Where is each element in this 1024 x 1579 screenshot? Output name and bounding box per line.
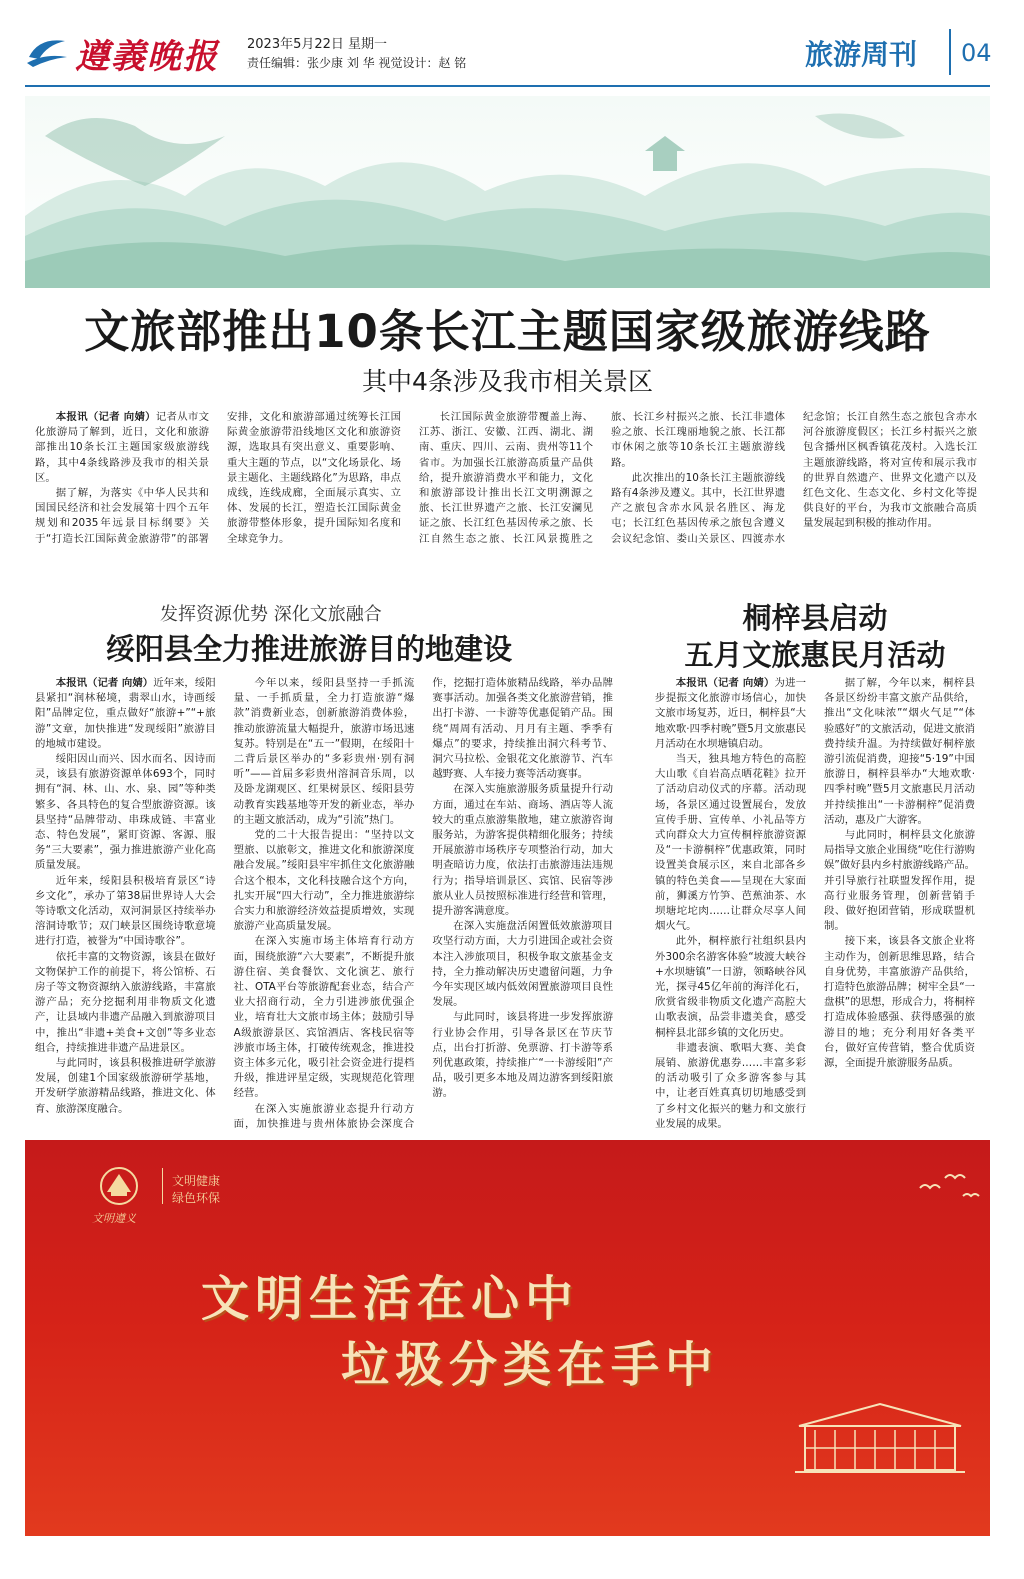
newspaper-logo-icon xyxy=(25,31,69,71)
banner-city-mark: 文明遵义 xyxy=(92,1212,136,1225)
article-paragraph: 此次推出的10条长江主题旅游线路有4条涉及遵义。其中，长江世界遗产之旅包含赤水风景名胜区、海龙屯；长江红色基因传承之旅包含遵义会议纪念馆、娄山关景区、四渡赤水纪念馆；长江自然生态之旅包含赤水河谷旅游度假区；长江乡村振兴之旅包含播州区枫香镇花茂村。入选长江主题旅游线路，将对宣传和展示我市的世界自然遗产、世界文化遗产以及红色文化、生态文化、乡村文化等提供良好的平台，为我市文旅融合高质量发展起到积极的推动作用。 xyxy=(611,411,977,545)
article-paragraph: 在深入实施市场主体培育行动方面，围绕旅游“六大要素”，不断提升旅游住宿、美食餐饮、文化演艺、旅行社、OTA平台等旅游配套业态，结合产业大招商行动，全力引进涉旅优强企业，培育壮大文旅市场主体；鼓励引导A级旅游景区、宾馆酒店、客栈民宿等涉旅市场主体，打破传统观念，推进投资主体多元化，吸引社会资金进行提档升级，推进评星定级，实现规范化管理经营。 xyxy=(233,935,415,1100)
article-paragraph: 本报讯（记者 向婧）记者从市文化旅游局了解到，近日，文化和旅游部推出10条长江主题国家级旅游线路，其中4条线路涉及我市的相关景区。 xyxy=(35,411,210,484)
article-paragraph: 今年以来，绥阳县坚持一手抓流量、一手抓质量，全力打造旅游“爆款”消费新业态，创新旅游消费体验，推动旅游流量大幅提升，旅游市场迅速复苏。特别是在“五一”假期，在绥阳十二背后景区举办的“多彩贵州·别有洞听”——首届多彩贵州溶洞音乐周，以及卧龙湖观区、红果树景区、绥阳县劳动教育实践基地等开发的新业态，举办的主题文旅活动，成为“引流”热门。 xyxy=(233,677,415,826)
article-paragraph: 本报讯（记者 向婧）为进一步提振文化旅游市场信心，加快文旅市场复苏，近日，桐梓县“大地欢歌·四季村晚”暨5月文旅惠民月活动在水坝塘镇启动。 xyxy=(655,677,807,750)
article-paragraph: 据了解，今年以来，桐梓县各景区纷纷丰富文旅产品供给，推出“文化味浓”“烟火气足”“体验感好”的文旅活动，促进文旅消费持续升温。为持续做好桐梓旅游引流促消费，迎接“5·19”中国旅游日，桐梓县举办“大地欢歌·四季村晚”暨5月文旅惠民月活动并持续推出“一卡游桐梓”促消费活动，惠及广大游客。 xyxy=(824,677,975,826)
article-paragraph: 本报讯（记者 向婧）近年来，绥阳县紧扣“润林秘境，翡翠山水，诗画绥阳”品牌定位，重点做好“旅游+”“+旅游”文章，加快推进“发现绥阳”旅游目的地城市建设。 xyxy=(35,677,216,750)
zunyi-meeting-hall-icon xyxy=(795,1396,965,1476)
byline: 本报讯（记者 向婧） xyxy=(675,677,775,689)
article-paragraph: 此外，桐梓旅行社组织县内外300余名游客体验“坡渡大峡谷+水坝塘镇”一日游，领略峡谷风光，探寻45亿年前的海洋化石，欣赏省级非物质文化遗产高腔大山歌表演，品尝非遗美食，感受桐梓县北部乡镇的文化历史。 xyxy=(655,935,806,1039)
paper-name: 遵義晚报 xyxy=(75,37,219,77)
lead-headline: 文旅部推出10条长江主题国家级旅游线路 xyxy=(84,305,931,358)
byline: 本报讯（记者 向婧） xyxy=(55,677,154,689)
editors-credit: 责任编辑：张少康 刘 华 视觉设计：赵 铭 xyxy=(247,56,467,70)
landscape-illustration xyxy=(25,96,990,288)
article-paragraph: 在深入实施旅游业态提升行动方面，加快推进与贵州体旅协会深度合作，挖掘打造体旅精品线路，举办品牌赛事活动。加强各类文化旅游营销，推出打卡游、一卡游等优惠促销产品。围绕“周周有活动、月月有主题、季季有爆点”的要求，持续推出洞穴科考节、洞穴马拉松、金银花文化旅游节、汽车越野赛、人车接力赛等活动赛事。 xyxy=(233,677,613,1130)
article-paragraph: 当天，独具地方特色的高腔大山歌《自岩高点晒花鞋》拉开了活动启动仪式的序幕。活动现场，各景区通过设置展台，发放宣传手册、宣传单、小礼品等方式向群众大力宣传桐梓旅游资源及“一卡游桐梓”优惠政策，同时设置美食展示区，来自北部各乡镇的特色美食——呈现在大家面前，狮溪方竹笋、芭蕉油茶、水坝塘坨坨肉……让群众尽享人间烟火气。 xyxy=(655,753,806,933)
article-paragraph: 与此同时，该县将进一步发挥旅游行业协会作用，引导各景区在节庆节点，出台打折游、免票游、打卡游等系列优惠政策，持续推广“一卡游绥阳”产品，吸引更多本地及周边游客到绥阳旅游。 xyxy=(432,1011,613,1100)
article-paragraph: 与此同时，该县积极推进研学旅游发展，创建1个国家级旅游研学基地，开发研学旅游精品线路，推进文化、体育、旅游深度融合。 xyxy=(35,1057,216,1115)
article-paragraph: 接下来，该县各文旅企业将主动作为，创新思维思路，结合自身优势，丰富旅游产品供给，打造特色旅游品牌；树牢全县“一盘棋”的思想，形成合力，将桐梓打造成体验感强、获得感强的旅游目的地；充分利用好各类平台，做好宣传营销，整合优质资源，全面提升旅游服务品质。 xyxy=(824,935,975,1070)
article-paragraph: 党的二十大报告提出：“坚持以文塑旅、以旅彰文，推进文化和旅游深度融合发展。”绥阳县牢牢抓住文化旅游融合这个根本，文化科技融合这个方向，扎实开展“四大行动”，全力推进旅游综合实力和旅游经济效益提质增效，实现旅游产业高质量发展。 xyxy=(233,829,415,933)
page-number: 04 xyxy=(961,39,992,67)
section-name: 旅游周刊 xyxy=(805,38,918,71)
article-paragraph: 绥阳因山而兴、因水而名、因诗而灵，该县有旅游资源单体693个，同时拥有“洞、林、山、水、泉、园”等种类繁多、各具特色的复合型旅游资源。该县坚持“品牌带动、串珠成链、丰富业态、特色发展”，紧盯资源、客源、服务“三大要素”，强力推进旅游产业化高质量发展。 xyxy=(35,753,216,872)
article-paragraph: 在深入实施盘活闲置低效旅游项目攻坚行动方面，大力引进国企或社会资本注入涉旅项目，积极争取文旅基金支持，全力推动解决历史遗留问题，力争今年实现区域内低效闲置旅游项目良性发展。 xyxy=(432,920,613,1009)
article-paragraph: 据了解，为落实《中华人民共和国国民经济和社会发展第十四个五年规划和2035年远景目标纲要》关于“打造长江国际黄金旅游带”的部署安排，文化和旅游部通过统筹长江国际黄金旅游带沿线地区文化和旅游资源，选取具有突出意义、重要影响、重大主题的节点，以“文化场景化、场景主题化、主题线路化”为思路，串点成线，连线成廊，全面展示真实、立体、发展的长江，塑造长江国际黄金旅游带整体形象，提升国际知名度和全球竞争力。 xyxy=(35,411,401,545)
article-paragraph: 依托丰富的文物资源，该县在做好文物保护工作的前提下，将公馆桥、石房子等文物资源纳入旅游线路，丰富旅游产品；充分挖掘利用非物质文化遗产，让县域内非遗产品融入到旅游项目中，推出“非遗+美食+文创”等多业态组合，持续推进非遗产品进景区。 xyxy=(35,950,216,1054)
article-paragraph: 近年来，绥阳县积极培育景区“诗乡文化”，承办了第38届世界诗人大会等诗歌文化活动，双河洞景区持续举办溶洞诗歌节；双门峡景区围绕诗歌意境进行打造，被誉为“中国诗歌谷”。 xyxy=(35,874,216,948)
story-headline-suiyang: 绥阳县全力推进旅游目的地建设 xyxy=(106,632,513,666)
banner-label-line1: 文明健康 xyxy=(172,1174,221,1188)
slogan-line2: 垃圾分类在手中 xyxy=(341,1337,720,1393)
article-paragraph: 在深入实施旅游服务质量提升行动方面，通过在车站、商场、酒店等人流较大的重点旅游集散地，建立旅游咨询服务站，为游客提供精细化服务；持续开展旅游市场秩序专项整治行动，加大明查暗访力度，依法打击旅游违法违规行为；指导培训景区、宾馆、民宿等涉旅从业人员按照标准进行经营和管理，提升游客满意度。 xyxy=(432,783,613,918)
byline: 本报讯（记者 向婧） xyxy=(55,411,156,423)
issue-date: 2023年5月22日 星期一 xyxy=(247,37,388,52)
tongzi-article-body xyxy=(655,676,975,1136)
civilization-logo-icon xyxy=(89,1162,149,1206)
lead-subhead: 其中4条涉及我市相关景区 xyxy=(362,367,653,396)
suiyang-article-body xyxy=(35,676,613,1136)
lead-article-body xyxy=(35,410,977,560)
article-paragraph: 与此同时，桐梓县文化旅游局指导文旅企业围绕“吃住行游购娱”做好县内乡村旅游线路产品。并引导旅行社联盟发挥作用，提高行业服务管理，创新营销手段、做好抱团营销，形成联盟机制。 xyxy=(824,829,975,933)
banner-label-line2: 绿色环保 xyxy=(172,1191,221,1205)
masthead xyxy=(25,25,990,87)
article-paragraph: 非遗表演、歌唱大赛、美食展销、旅游优惠券……丰富多彩的活动吸引了众多游客参与其中，让老百姓真真切切地感受到了乡村文化振兴的魅力和文旅行业发展的成果。 xyxy=(655,1041,806,1130)
slogan-line1: 文明生活在心中 xyxy=(201,1271,580,1327)
public-service-banner xyxy=(25,1140,990,1536)
banner-divider xyxy=(162,1168,163,1204)
story-kicker: 发挥资源优势 深化文旅融合 xyxy=(160,604,382,625)
article-paragraph: 长江国际黄金旅游带覆盖上海、江苏、浙江、安徽、江西、湖北、湖南、重庆、四川、云南、贵州等11个省市。为加强长江旅游高质量产品供给，提升旅游消费水平和能力，文化和旅游部设计推出长江文明溯源之旅、长江世界遗产之旅、长江安澜见证之旅、长江红色基因传承之旅、长江自然生态之旅、长江风景揽胜之旅、长江乡村振兴之旅、长江非遗体验之旅、长江瑰丽地貌之旅、长江都市休闲之旅等10条长江主题旅游线路。 xyxy=(419,411,785,545)
birds-icon xyxy=(915,1168,985,1208)
masthead-divider xyxy=(949,29,951,75)
story-headline-tongzi-line1: 桐梓县启动 xyxy=(742,601,888,635)
story-headline-tongzi-line2: 五月文旅惠民月活动 xyxy=(684,638,946,672)
